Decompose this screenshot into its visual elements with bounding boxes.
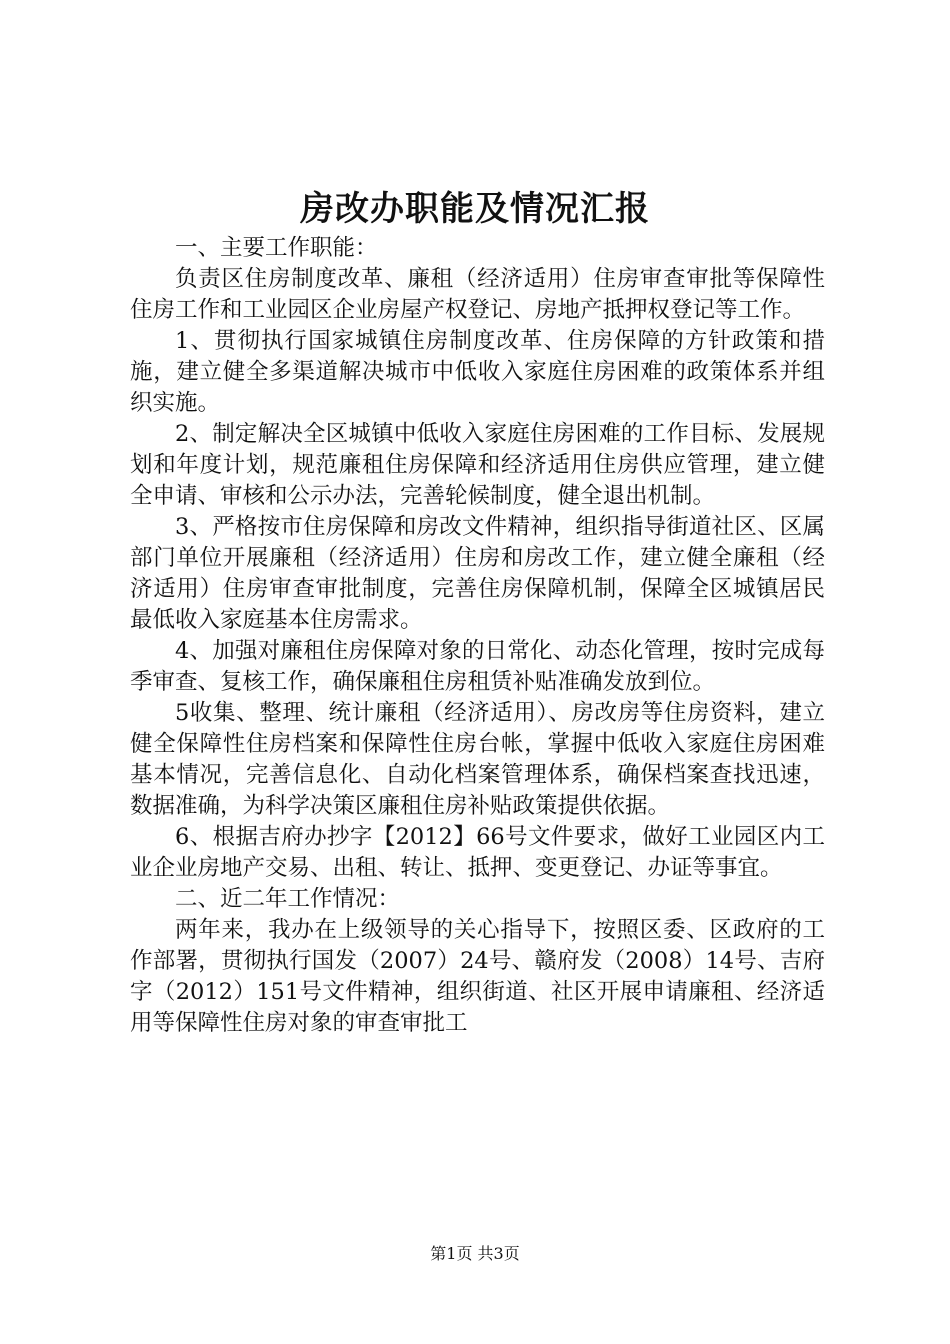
document-title: 房改办职能及情况汇报 — [300, 189, 650, 229]
paragraph-item-4: 4、加强对廉租住房保障对象的日常化、动态化管理，按时完成每季审查、复核工作，确保廉租住房租赁补贴准确发放到位。 — [130, 638, 825, 695]
page-footer: 第1页 共3页 — [430, 1244, 520, 1263]
section-heading-duties: 一、主要工作职能： — [175, 235, 378, 261]
document-body — [130, 233, 825, 1039]
paragraph-work-summary: 两年来，我办在上级领导的关心指导下，按照区委、区政府的工作部署，贯彻执行国发（2007）24号、赣府发（2008）14号、吉府字（2012）151号文件精神，组织街道、社区开展申请廉租、经济适用等保障性住房对象的审查审批工 — [130, 917, 825, 1036]
section-heading-work: 二、近二年工作情况： — [175, 886, 401, 912]
paragraph-item-6: 6、根据吉府办抄字【2012】66号文件要求，做好工业园区内工业企业房地产交易、出租、转让、抵押、变更登记、办证等事宜。 — [130, 824, 825, 881]
paragraph-item-2: 2、制定解决全区城镇中低收入家庭住房困难的工作目标、发展规划和年度计划，规范廉租住房保障和经济适用住房供应管理，建立健全申请、审核和公示办法，完善轮候制度，健全退出机制。 — [130, 421, 825, 509]
paragraph-item-5: 5收集、整理、统计廉租（经济适用）、房改房等住房资料，建立健全保障性住房档案和保障性住房台帐，掌握中低收入家庭住房困难基本情况，完善信息化、自动化档案管理体系，确保档案查找迅速，数据准确，为科学决策区廉租住房补贴政策提供依据。 — [130, 700, 825, 819]
paragraph-item-1: 1、贯彻执行国家城镇住房制度改革、住房保障的方针政策和措施，建立健全多渠道解决城市中低收入家庭住房困难的政策体系并组织实施。 — [130, 328, 825, 416]
paragraph-item-3: 3、严格按市住房保障和房改文件精神，组织指导街道社区、区属部门单位开展廉租（经济适用）住房和房改工作，建立健全廉租（经济适用）住房审查审批制度，完善住房保障机制，保障全区城镇居民最低收入家庭基本住房需求。 — [130, 514, 825, 633]
paragraph-overview: 负责区住房制度改革、廉租（经济适用）住房审查审批等保障性住房工作和工业园区企业房屋产权登记、房地产抵押权登记等工作。 — [130, 266, 825, 323]
